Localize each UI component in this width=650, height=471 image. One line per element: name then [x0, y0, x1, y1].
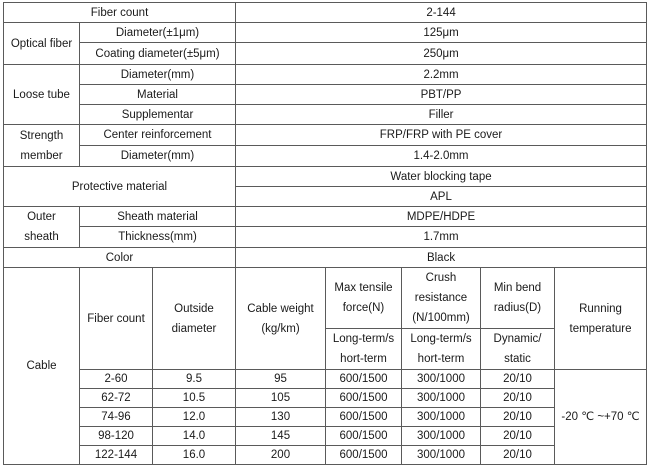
cell-cable-weight: 145: [236, 427, 326, 446]
header-running-temp-line1: Running: [579, 302, 622, 315]
strength-diameter-label: Diameter(mm): [80, 146, 236, 167]
cable-category: Cable: [4, 268, 80, 465]
cell-fiber-count: 62-72: [80, 389, 153, 408]
strength-member-line1: Strength: [19, 129, 64, 142]
cell-bend: 20/10: [481, 389, 555, 408]
cell-cable-weight: 105: [236, 389, 326, 408]
center-reinforcement-label: Center reinforcement: [80, 125, 236, 146]
cell-crush: 300/1000: [402, 370, 481, 389]
row-center-reinforcement: [4, 125, 647, 146]
header-running-temp-line2: temperature: [569, 322, 632, 335]
thickness-value: 1.7mm: [236, 227, 647, 248]
cell-tensile: 600/1500: [326, 446, 402, 465]
protective-material-label: Protective material: [4, 167, 236, 207]
outer-sheath-line2: sheath: [24, 231, 59, 243]
cell-cable-weight: 200: [236, 446, 326, 465]
cell-crush: 300/1000: [402, 408, 481, 427]
header-min-bend: [481, 268, 555, 329]
row-thickness: [4, 227, 647, 248]
sheath-material-value: MDPE/HDPE: [236, 207, 647, 227]
loose-tube-material-label: Material: [80, 85, 236, 105]
loose-tube-supplementar-value: Filler: [236, 105, 647, 125]
subheader-tensile: [326, 329, 402, 370]
cell-cable-weight: 130: [236, 408, 326, 427]
cell-outside-diameter: 16.0: [153, 446, 236, 465]
cell-bend: 20/10: [481, 408, 555, 427]
cell-crush: 300/1000: [402, 427, 481, 446]
running-temperature-value: -20 ℃ ~+70 ℃: [555, 370, 647, 465]
outer-sheath-category: [4, 207, 80, 248]
loose-tube-diameter-value: 2.2mm: [236, 65, 647, 85]
cell-outside-diameter: 12.0: [153, 408, 236, 427]
cell-bend: 20/10: [481, 446, 555, 465]
cell-outside-diameter: 10.5: [153, 389, 236, 408]
subheader-tensile-line2: hort-term: [340, 353, 387, 365]
color-label: Color: [4, 248, 236, 268]
color-value: Black: [236, 248, 647, 268]
strength-member-category: [4, 125, 80, 167]
header-max-tensile-line1: Max tensile: [334, 282, 393, 294]
fiber-count-label: Fiber count: [4, 3, 236, 23]
subheader-crush-line1: Long-term/s: [410, 333, 472, 345]
strength-member-line2: member: [20, 149, 63, 162]
header-crush-resistance: [402, 268, 481, 329]
cell-cable-weight: 95: [236, 370, 326, 389]
fiber-count-value: 2-144: [236, 3, 647, 23]
cell-fiber-count: 122-144: [80, 446, 153, 465]
table-row: [4, 370, 647, 389]
spec-table: [3, 2, 647, 465]
row-protective-material-1: [4, 167, 647, 187]
cell-outside-diameter: 14.0: [153, 427, 236, 446]
optical-fiber-diameter-label: Diameter(±1μm): [80, 23, 236, 43]
header-outside-diameter-line1: Outside: [174, 302, 214, 315]
header-cable-weight: [236, 268, 326, 370]
cell-crush: 300/1000: [402, 446, 481, 465]
cell-fiber-count: 98-120: [80, 427, 153, 446]
header-outside-diameter-line2: diameter: [171, 322, 217, 335]
header-max-tensile: [326, 268, 402, 329]
header-min-bend-line2: radius(D): [493, 302, 542, 314]
row-sheath-material: [4, 207, 647, 227]
optical-fiber-category: Optical fiber: [4, 23, 80, 65]
header-outside-diameter: [153, 268, 236, 370]
row-optical-fiber-diameter: [4, 23, 647, 43]
header-crush-line3: (N/100mm): [412, 312, 470, 324]
header-cable-weight-line1: Cable weight: [247, 302, 314, 315]
row-loose-tube-diameter: [4, 65, 647, 85]
row-cable-header: [4, 268, 647, 329]
subheader-crush-line2: hort-term: [417, 353, 465, 365]
outer-sheath-line1: Outer: [27, 211, 56, 223]
optical-fiber-diameter-value: 125μm: [236, 23, 647, 43]
header-min-bend-line1: Min bend: [493, 282, 542, 294]
row-loose-tube-supplementar: [4, 105, 647, 125]
cell-bend: 20/10: [481, 427, 555, 446]
table-row: [4, 389, 647, 408]
cell-bend: 20/10: [481, 370, 555, 389]
row-color: [4, 248, 647, 268]
protective-material-value-1: Water blocking tape: [236, 167, 647, 187]
subheader-bend-line2: static: [504, 353, 531, 365]
header-running-temperature: [555, 268, 647, 370]
row-coating-diameter: [4, 43, 647, 65]
protective-material-value-2: APL: [236, 187, 647, 207]
header-cable-weight-line2: (kg/km): [261, 322, 300, 335]
cell-fiber-count: 74-96: [80, 408, 153, 427]
subheader-tensile-line1: Long-term/s: [332, 333, 395, 345]
cell-crush: 300/1000: [402, 389, 481, 408]
thickness-label: Thickness(mm): [80, 227, 236, 248]
loose-tube-category: Loose tube: [4, 65, 80, 125]
header-crush-line1: Crush: [425, 272, 457, 284]
cell-tensile: 600/1500: [326, 370, 402, 389]
center-reinforcement-value: FRP/FRP with PE cover: [236, 125, 647, 146]
coating-diameter-label: Coating diameter(±5μm): [80, 43, 236, 65]
cell-outside-diameter: 9.5: [153, 370, 236, 389]
cell-tensile: 600/1500: [326, 427, 402, 446]
coating-diameter-value: 250μm: [236, 43, 647, 65]
row-strength-diameter: [4, 146, 647, 167]
subheader-crush: [402, 329, 481, 370]
cell-tensile: 600/1500: [326, 408, 402, 427]
row-loose-tube-material: [4, 85, 647, 105]
strength-diameter-value: 1.4-2.0mm: [236, 146, 647, 167]
subheader-bend-line1: Dynamic/: [493, 333, 542, 345]
header-crush-line2: resistance: [414, 292, 468, 304]
header-fiber-count: Fiber count: [80, 268, 153, 370]
loose-tube-material-value: PBT/PP: [236, 85, 647, 105]
loose-tube-diameter-label: Diameter(mm): [80, 65, 236, 85]
header-max-tensile-line2: force(N): [342, 302, 385, 314]
cell-tensile: 600/1500: [326, 389, 402, 408]
loose-tube-supplementar-label: Supplementar: [80, 105, 236, 125]
row-fiber-count: [4, 3, 647, 23]
table-row: [4, 427, 647, 446]
sheath-material-label: Sheath material: [80, 207, 236, 227]
table-row: [4, 446, 647, 465]
table-row: [4, 408, 647, 427]
cell-fiber-count: 2-60: [80, 370, 153, 389]
subheader-bend: [481, 329, 555, 370]
